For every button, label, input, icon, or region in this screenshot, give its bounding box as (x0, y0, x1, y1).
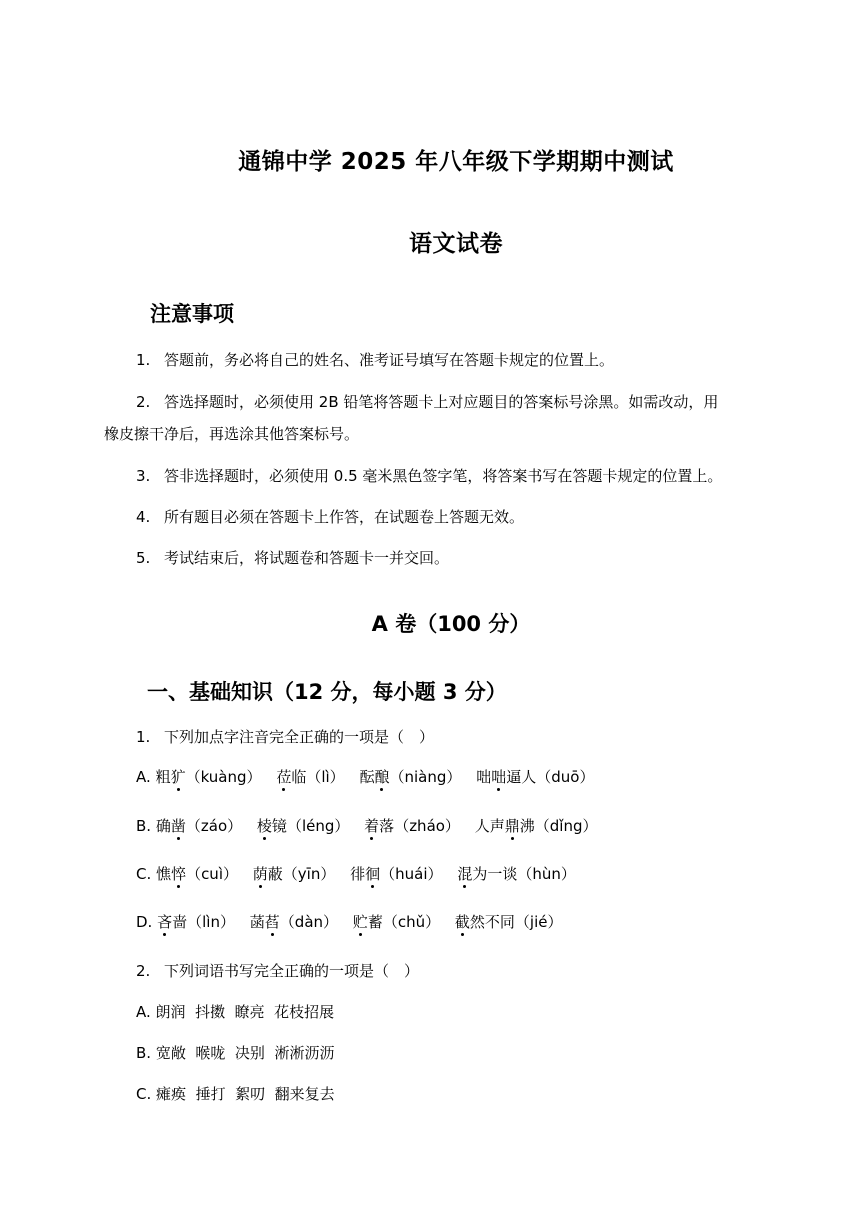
word-item: 菡萏（dàn） (249, 913, 339, 931)
word-item: 咄咄逼人（duō） (476, 768, 595, 786)
exam-title: 通锦中学 2025 年八年级下学期期中测试 (238, 149, 674, 175)
dotted-char: 棱 (256, 817, 272, 835)
pinyin: （yīn） (282, 865, 336, 883)
dotted-char: 贮 (352, 913, 368, 931)
word-item: 徘徊（huái） (350, 865, 443, 883)
pinyin: （lì） (306, 768, 345, 786)
question-1-stem (136, 727, 434, 747)
dotted-char: 荫 (252, 865, 268, 883)
pinyin: （hùn） (517, 865, 576, 883)
dotted-char: 萏 (264, 913, 280, 931)
pinyin: （dàn） (279, 913, 339, 931)
part1-heading: 一、基础知识（12 分，每小题 3 分） (147, 680, 507, 704)
notice-item-5 (136, 548, 449, 568)
pinyin: （dǐng） (534, 817, 598, 835)
q2-option-a (136, 1002, 334, 1022)
dotted-char: 悴 (171, 865, 187, 883)
notice-item-text: 答非选择题时，必须使用 0.5 毫米黑色签字笔，将答案书写在答题卡规定的位置上。 (164, 467, 723, 485)
dotted-char: 咄 (491, 768, 507, 786)
pinyin: （lìn） (187, 913, 235, 931)
pinyin: （chǔ） (382, 913, 441, 931)
word-item: 莅临（lì） (276, 768, 345, 786)
word-item: 截然不同（jié） (454, 913, 563, 931)
exam-subtitle: 语文试卷 (409, 231, 503, 257)
q1-option-d (136, 912, 563, 932)
question-text: 下列词语书写完全正确的一项是（ ） (164, 962, 420, 980)
option-label: D. (136, 913, 153, 931)
word-item: 吝啬（lìn） (157, 913, 235, 931)
word-item: 混为一谈（hùn） (457, 865, 576, 883)
dotted-char: 着 (364, 817, 380, 835)
dotted-char: 凿 (170, 817, 186, 835)
word-item: 确凿（záo） (155, 817, 243, 835)
option-label: A. (136, 1003, 151, 1021)
pinyin: （niàng） (389, 768, 462, 786)
notice-item-2-continued: 橡皮擦干净后，再选涂其他答案标号。 (104, 425, 360, 443)
word-item: 贮蓄（chǔ） (352, 913, 441, 931)
notice-item-number: 1. (136, 351, 151, 369)
q2-option-c (136, 1084, 335, 1104)
word-item: 荫蔽（yīn） (252, 865, 336, 883)
notice-item-1 (136, 350, 614, 370)
notice-item-number: 3. (136, 467, 151, 485)
notice-item-3 (136, 466, 722, 486)
dotted-char: 吝 (157, 913, 173, 931)
word-item: 酝酿（niàng） (359, 768, 462, 786)
word-item: 棱镜（léng） (256, 817, 350, 835)
word-item: 人声鼎沸（dǐng） (474, 817, 598, 835)
pinyin: （huái） (380, 865, 443, 883)
word-item: 粗犷（kuàng） (155, 768, 262, 786)
option-label: C. (136, 1085, 152, 1103)
q2-option-b (136, 1043, 334, 1063)
notice-item-4 (136, 507, 524, 527)
word-item: 憔悴（cuì） (156, 865, 238, 883)
section-a-heading: A 卷（100 分） (371, 612, 531, 636)
question-2-stem (136, 961, 419, 981)
option-label: A. (136, 768, 151, 786)
pinyin: （zháo） (394, 817, 460, 835)
question-number: 2. (136, 962, 151, 980)
option-words: 瘫痪 捶打 絮叨 翻来复去 (156, 1085, 335, 1103)
pinyin: （cuì） (186, 865, 238, 883)
notice-item-number: 4. (136, 508, 151, 526)
q1-option-c (136, 864, 576, 884)
dotted-char: 犷 (170, 768, 186, 786)
option-label: C. (136, 865, 152, 883)
notice-item-text: 答题前，务必将自己的姓名、准考证号填写在答题卡规定的位置上。 (164, 351, 615, 369)
notice-item-2 (136, 392, 718, 412)
notice-item-number: 5. (136, 549, 151, 567)
question-text: 下列加点字注音完全正确的一项是（ ） (164, 728, 435, 746)
notice-heading: 注意事项 (150, 302, 234, 326)
option-label: B. (136, 817, 152, 835)
pinyin: （záo） (185, 817, 243, 835)
notice-item-number: 2. (136, 393, 151, 411)
dotted-char: 酿 (374, 768, 390, 786)
dotted-char: 徊 (365, 865, 381, 883)
option-words: 宽敞 喉咙 决别 淅淅沥沥 (155, 1044, 335, 1062)
dotted-char: 鼎 (504, 817, 520, 835)
dotted-char: 莅 (276, 768, 292, 786)
dotted-char: 截 (454, 913, 470, 931)
notice-item-text: 所有题目必须在答题卡上作答，在试题卷上答题无效。 (164, 508, 525, 526)
q1-option-a (136, 767, 594, 787)
question-number: 1. (136, 728, 151, 746)
notice-item-text: 考试结束后，将试题卷和答题卡一并交回。 (164, 549, 450, 567)
option-words: 朗润 抖擞 瞭亮 花枝招展 (155, 1003, 335, 1021)
notice-item-text: 答选择题时，必须使用 2B 铅笔将答题卡上对应题目的答案标号涂黑。如需改动，用 (164, 393, 719, 411)
dotted-char: 混 (457, 865, 473, 883)
pinyin: （léng） (286, 817, 350, 835)
pinyin: （duō） (536, 768, 595, 786)
pinyin: （kuàng） (185, 768, 262, 786)
pinyin: （jié） (514, 913, 563, 931)
q1-option-b (136, 816, 597, 836)
word-item: 着落（zháo） (364, 817, 460, 835)
option-label: B. (136, 1044, 152, 1062)
